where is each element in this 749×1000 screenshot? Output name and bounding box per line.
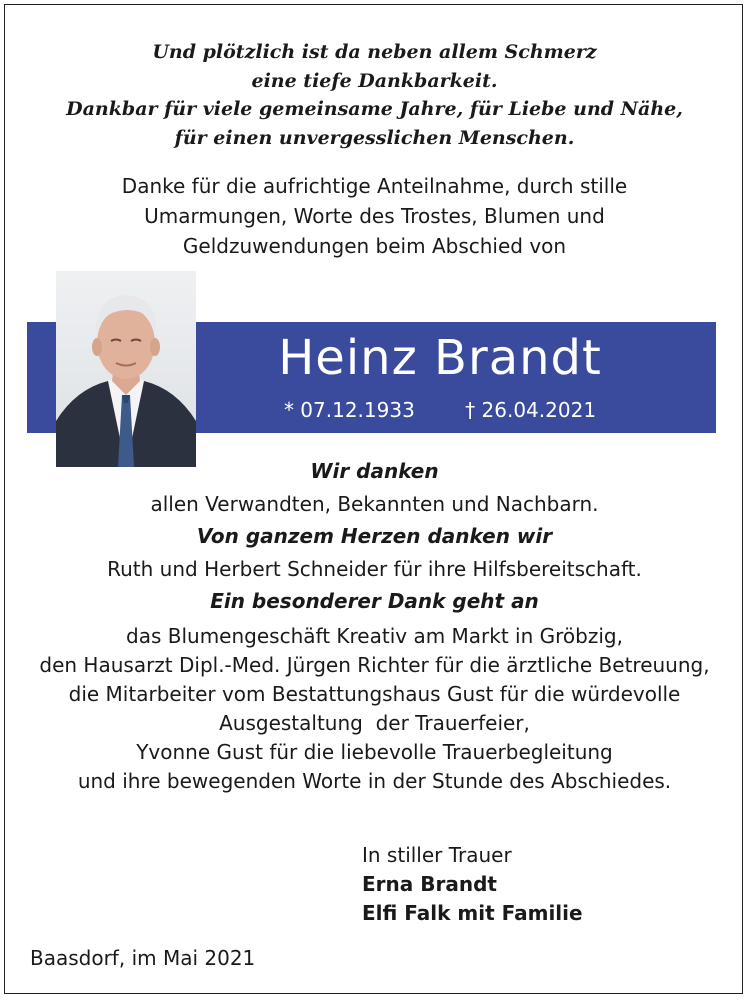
thanks-line: und ihre bewegenden Worte in der Stunde des Abschiedes. <box>77 768 672 793</box>
motto-line: eine tiefe Dankbarkeit. <box>251 69 498 92</box>
thanks-heading: Wir danken <box>310 459 439 483</box>
thanks-line: allen Verwandten, Bekannten und Nachbarn. <box>150 491 599 516</box>
intro-text <box>0 171 749 261</box>
motto-line: Und plötzlich ist da neben allem Schmerz <box>152 41 597 63</box>
thanks-line: das Blumengeschäft Kreativ am Markt in Gröbzig, <box>126 623 623 648</box>
birth-date: * 07.12.1933 <box>283 398 415 422</box>
thanks-line: die Mitarbeiter vom Bestattungshaus Gust für die würdevolle <box>68 681 681 706</box>
intro-line: Umarmungen, Worte des Trostes, Blumen und <box>144 204 605 228</box>
thanks-heading: Ein besonderer Dank geht an <box>210 589 539 613</box>
mourners-intro: In stiller Trauer <box>362 843 512 867</box>
portrait-icon <box>56 271 196 467</box>
thanks-line: den Hausarzt Dipl.-Med. Jürgen Richter für die ärztliche Betreuung, <box>39 652 710 677</box>
mourners-block <box>362 841 583 928</box>
portrait-photo <box>56 271 196 467</box>
life-dates <box>180 396 700 424</box>
mourner-name: Elfi Falk mit Familie <box>362 901 583 925</box>
death-date: † 26.04.2021 <box>465 398 597 422</box>
motto <box>0 38 749 152</box>
motto-line: Dankbar für viele gemeinsame Jahre, für Liebe und Nähe, <box>66 98 683 120</box>
thanks-line: Ausgestaltung der Trauerfeier, <box>219 710 530 735</box>
place-date: Baasdorf, im Mai 2021 <box>30 946 256 970</box>
intro-line: Geldzuwendungen beim Abschied von <box>182 234 567 258</box>
motto-line: für einen unvergesslichen Menschen. <box>174 126 575 149</box>
thanks-line: Ruth und Herbert Schneider für ihre Hilfsbereitschaft. <box>107 556 642 581</box>
intro-line: Danke für die aufrichtige Anteilnahme, durch stille <box>121 174 628 198</box>
deceased-name: Heinz Brandt <box>278 330 602 386</box>
thanks-section <box>0 455 749 796</box>
thanks-line: Yvonne Gust für die liebevolle Trauerbegleitung <box>136 739 613 764</box>
thanks-heading: Von ganzem Herzen danken wir <box>196 524 553 548</box>
mourner-name: Erna Brandt <box>362 872 497 896</box>
